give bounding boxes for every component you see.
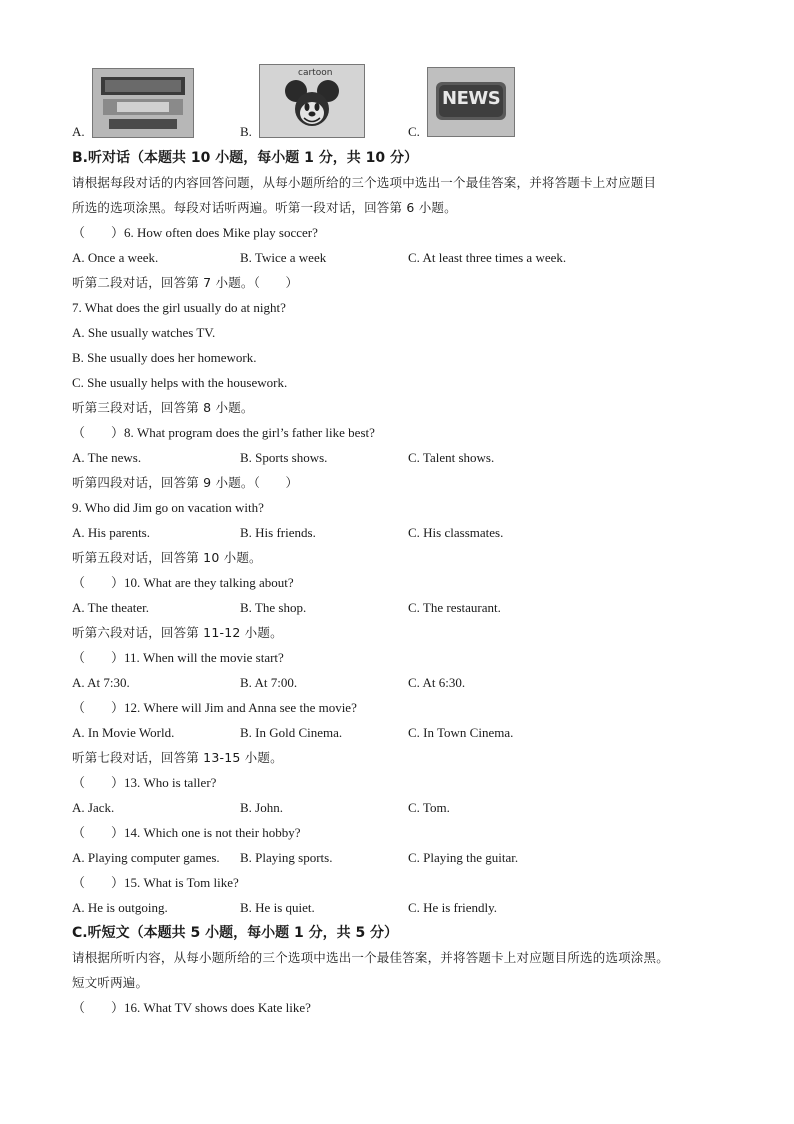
question-6-option-c[interactable]: C. At least three times a week. bbox=[408, 250, 567, 265]
question-12-option-b[interactable]: B. In Gold Cinema. bbox=[240, 725, 343, 740]
question-15-option-c[interactable]: C. He is friendly. bbox=[408, 900, 498, 915]
question-8-stem: （ ）8. What program does the girl’s father like best? bbox=[72, 425, 375, 440]
question-11-option-b[interactable]: B. At 7:00. bbox=[240, 675, 298, 690]
question-9-option-b[interactable]: B. His friends. bbox=[240, 525, 316, 540]
section-b-instruction-2: 所选的选项涂黑。每段对话听两遍。听第一段对话，回答第 6 小题。 bbox=[72, 200, 457, 215]
question-7-option-a[interactable]: A. She usually watches TV. bbox=[72, 325, 216, 340]
question-11-stem: （ ）11. When will the movie start? bbox=[72, 650, 284, 665]
question-16-stem: （ ）16. What TV shows does Kate like? bbox=[72, 1000, 311, 1015]
question-13-stem: （ ）13. Who is taller? bbox=[72, 775, 217, 790]
question-14-stem: （ ）14. Which one is not their hobby? bbox=[72, 825, 301, 840]
dialogue-2-instruction: 听第二段对话，回答第 7 小题。（ ） bbox=[72, 275, 299, 290]
image-option-a-label: A. bbox=[72, 124, 85, 139]
news-image bbox=[427, 67, 515, 137]
game-show-image bbox=[92, 68, 194, 138]
question-10-option-c[interactable]: C. The restaurant. bbox=[408, 600, 501, 615]
question-13-option-a[interactable]: A. Jack. bbox=[72, 800, 115, 815]
question-8-option-a[interactable]: A. The news. bbox=[72, 450, 142, 465]
question-10-option-b[interactable]: B. The shop. bbox=[240, 600, 307, 615]
question-13-option-c[interactable]: C. Tom. bbox=[408, 800, 450, 815]
question-14-option-c[interactable]: C. Playing the guitar. bbox=[408, 850, 519, 865]
cartoon-caption: cartoon bbox=[298, 68, 333, 78]
question-7-option-b[interactable]: B. She usually does her homework. bbox=[72, 350, 257, 365]
image-option-b-label: B. bbox=[240, 124, 252, 139]
question-8-option-b[interactable]: B. Sports shows. bbox=[240, 450, 328, 465]
question-6-stem: （ ）6. How often does Mike play soccer? bbox=[72, 225, 318, 240]
image-option-c-label: C. bbox=[408, 124, 420, 139]
question-8-option-c[interactable]: C. Talent shows. bbox=[408, 450, 495, 465]
question-9-option-c[interactable]: C. His classmates. bbox=[408, 525, 504, 540]
dialogue-5-instruction: 听第五段对话，回答第 10 小题。 bbox=[72, 550, 262, 565]
question-12-stem: （ ）12. Where will Jim and Anna see the movie? bbox=[72, 700, 357, 715]
question-12-option-a[interactable]: A. In Movie World. bbox=[72, 725, 175, 740]
question-14-option-a[interactable]: A. Playing computer games. bbox=[72, 850, 220, 865]
section-b-instruction-1: 请根据每段对话的内容回答问题，从每小题所给的三个选项中选出一个最佳答案，并将答题卡上对应题目 bbox=[72, 175, 657, 190]
question-9-option-a[interactable]: A. His parents. bbox=[72, 525, 150, 540]
question-11-option-c[interactable]: C. At 6:30. bbox=[408, 675, 466, 690]
section-c-heading: C.听短文（本题共 5 小题，每小题 1 分，共 5 分） bbox=[72, 925, 399, 941]
question-7-stem: 7. What does the girl usually do at night? bbox=[72, 300, 286, 315]
question-9-stem: 9. Who did Jim go on vacation with? bbox=[72, 500, 264, 515]
question-15-option-a[interactable]: A. He is outgoing. bbox=[72, 900, 168, 915]
dialogue-3-instruction: 听第三段对话，回答第 8 小题。 bbox=[72, 400, 254, 415]
question-11-option-a[interactable]: A. At 7:30. bbox=[72, 675, 130, 690]
question-10-stem: （ ）10. What are they talking about? bbox=[72, 575, 294, 590]
question-7-option-c[interactable]: C. She usually helps with the housework. bbox=[72, 375, 288, 390]
news-caption: NEWS bbox=[442, 88, 501, 109]
cartoon-mouse-image bbox=[259, 64, 365, 138]
question-15-option-b[interactable]: B. He is quiet. bbox=[240, 900, 315, 915]
question-6-option-a[interactable]: A. Once a week. bbox=[72, 250, 159, 265]
question-14-option-b[interactable]: B. Playing sports. bbox=[240, 850, 333, 865]
question-6-option-b[interactable]: B. Twice a week bbox=[240, 250, 327, 265]
section-b-heading: B.听对话（本题共 10 小题，每小题 1 分，共 10 分） bbox=[72, 150, 418, 166]
question-10-option-a[interactable]: A. The theater. bbox=[72, 600, 150, 615]
section-c-instruction-2: 短文听两遍。 bbox=[72, 975, 149, 990]
dialogue-7-instruction: 听第七段对话，回答第 13-15 小题。 bbox=[72, 750, 283, 765]
question-13-option-b[interactable]: B. John. bbox=[240, 800, 283, 815]
section-c-instruction-1: 请根据所听内容，从每小题所给的三个选项中选出一个最佳答案，并将答题卡上对应题目所选的选项涂黑。 bbox=[72, 950, 669, 965]
dialogue-4-instruction: 听第四段对话，回答第 9 小题。（ ） bbox=[72, 475, 299, 490]
dialogue-6-instruction: 听第六段对话，回答第 11-12 小题。 bbox=[72, 625, 283, 640]
question-15-stem: （ ）15. What is Tom like? bbox=[72, 875, 239, 890]
question-12-option-c[interactable]: C. In Town Cinema. bbox=[408, 725, 514, 740]
